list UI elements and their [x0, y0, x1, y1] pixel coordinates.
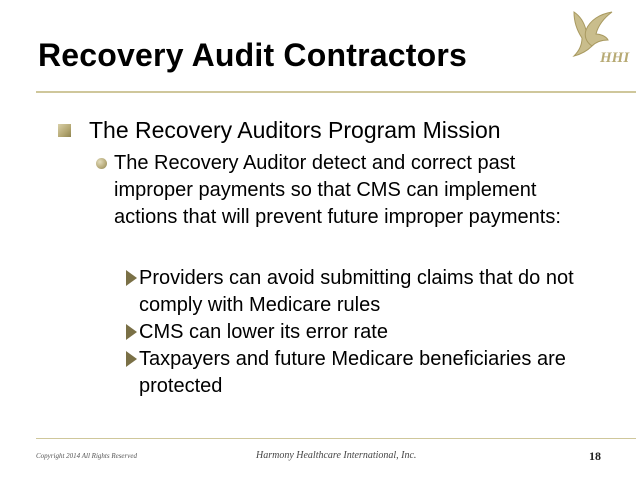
bullet-level3-text: Taxpayers and future Medicare beneficiaries are protected: [139, 348, 566, 397]
page-number: 18: [589, 449, 601, 463]
circle-bullet-icon: [96, 158, 107, 169]
bullet-level1-text: The Recovery Auditors Program Mission: [89, 117, 501, 143]
triangle-bullet-icon: [126, 351, 137, 367]
slide-title: Recovery Audit Contractors: [38, 37, 467, 73]
dove-icon: [560, 6, 632, 70]
bullet-level3-text: CMS can lower its error rate: [139, 321, 388, 343]
triangle-bullet-icon: [126, 270, 137, 286]
square-bullet-icon: [58, 124, 71, 137]
footer-copyright: Copyright 2014 All Rights Reserved: [36, 452, 137, 460]
footer-company: Harmony Healthcare International, Inc.: [256, 450, 417, 461]
title-divider: [36, 91, 636, 93]
triangle-bullet-icon: [126, 324, 137, 340]
footer-divider: [36, 438, 636, 439]
bullet-level2-text: The Recovery Auditor detect and correct past improper payments so that CMS can implement actions that will prevent future improper payments:: [114, 152, 561, 228]
bullet-level3-text: Providers can avoid submitting claims that do not comply with Medicare rules: [139, 267, 574, 316]
logo-text: HHI: [600, 50, 630, 66]
hhi-logo: [560, 6, 632, 70]
